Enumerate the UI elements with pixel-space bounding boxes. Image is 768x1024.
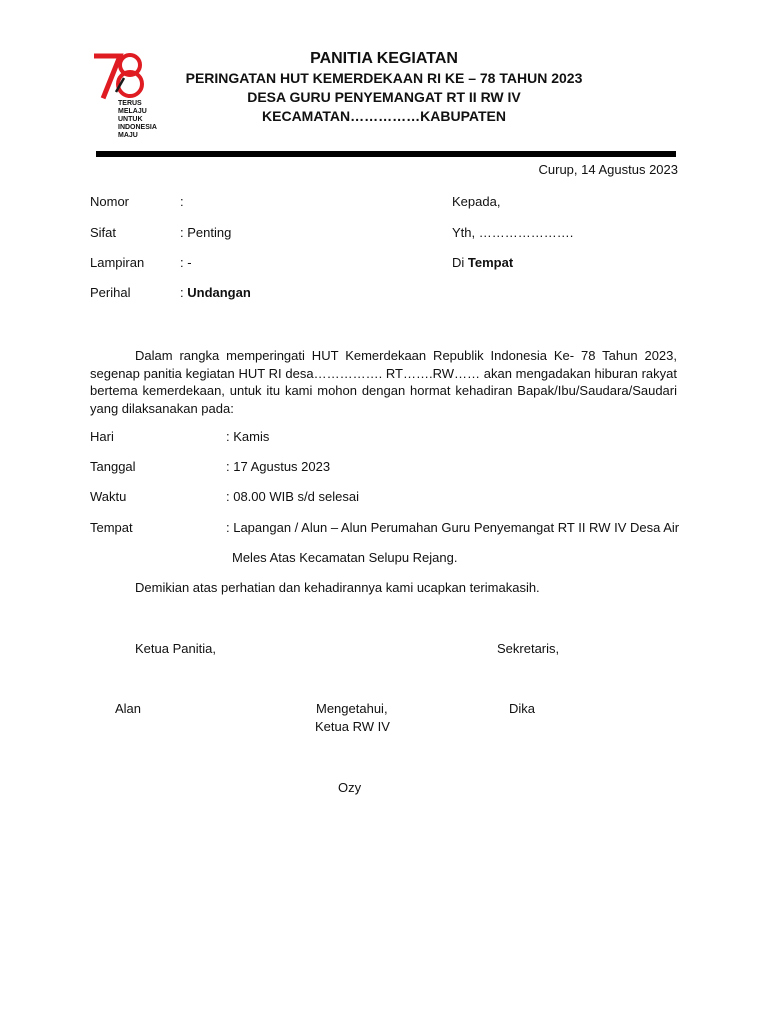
meta-value-lampiran: : -	[180, 255, 192, 270]
letter-date: Curup, 14 Agustus 2023	[538, 162, 678, 177]
perihal-colon: :	[180, 285, 188, 300]
letterhead-line-4: KECAMATAN……………KABUPATEN	[262, 108, 506, 124]
meta-label-lampiran: Lampiran	[90, 255, 145, 270]
meta-value-perihal	[180, 285, 251, 300]
event-label-tempat: Tempat	[90, 520, 133, 535]
event-value-tanggal: : 17 Agustus 2023	[226, 459, 331, 474]
signature-name-ketua-rw: Ozy	[338, 780, 362, 795]
signature-name-sekretaris: Dika	[509, 701, 536, 716]
logo-line: TERUS	[118, 100, 142, 107]
logo-line: UNTUK	[118, 116, 143, 123]
event-label-waktu: Waktu	[90, 489, 127, 504]
signature-title-ketua: Ketua Panitia,	[135, 641, 216, 656]
signature-title-sekretaris: Sekretaris,	[497, 641, 560, 656]
meta-value-sifat: : Penting	[180, 225, 232, 240]
event-value-hari: : Kamis	[226, 429, 270, 444]
letterhead-line-3: DESA GURU PENYEMANGAT RT II RW IV	[247, 89, 521, 105]
body-paragraph	[90, 347, 677, 417]
recipient-yth: Yth, ………………….	[452, 225, 574, 240]
recipient-place	[452, 255, 513, 270]
logo-78-mark	[94, 48, 150, 104]
event-value-tempat: : Lapangan / Alun – Alun Perumahan Guru Penyemangat RT II RW IV Desa Air	[226, 520, 680, 535]
recipient-place-bold: Tempat	[467, 255, 514, 270]
logo-line: MAJU	[118, 132, 138, 139]
body-paragraph-text: Dalam rangka memperingati HUT Kemerdekaan Republik Indonesia Ke- 78 Tahun 2023, segenap panitia kegiatan HUT RI desa……………. RT…….RW…… akan mengadakan hiburan rakyat bertema kemerdekaan, untuk itu kami mohon dengan hormat kehadiran Bapak/Ibu/Saudara/Saudari yang dilaksanakan pada:	[90, 348, 677, 416]
meta-label-nomor: Nomor	[90, 194, 130, 209]
meta-label-sifat: Sifat	[90, 225, 117, 240]
logo-tagline	[118, 100, 157, 140]
signature-title-ketua-rw: Ketua RW IV	[315, 719, 390, 734]
closing-sentence: Demikian atas perhatian dan kehadirannya kami ucapkan terimakasih.	[135, 580, 540, 595]
event-value-tempat-cont: Meles Atas Kecamatan Selupu Rejang.	[232, 550, 458, 565]
event-value-waktu: : 08.00 WIB s/d selesai	[226, 489, 359, 504]
event-label-hari: Hari	[90, 429, 114, 444]
logo-line: INDONESIA	[118, 124, 157, 131]
logo-line: MELAJU	[118, 108, 147, 115]
letterhead-line-2: PERINGATAN HUT KEMERDEKAAN RI KE – 78 TAHUN 2023	[185, 70, 583, 86]
perihal-subject: Undangan	[187, 285, 251, 300]
recipient-place-prefix: Di	[452, 255, 468, 270]
recipient-kepada: Kepada,	[452, 194, 501, 209]
letterhead-divider	[96, 151, 676, 157]
letterhead-title: PANITIA KEGIATAN	[310, 50, 458, 67]
signature-name-ketua: Alan	[115, 701, 142, 716]
meta-label-perihal: Perihal	[90, 285, 131, 300]
hut-ri-78-logo	[94, 48, 174, 158]
event-label-tanggal: Tanggal	[90, 459, 136, 474]
signature-title-mengetahui: Mengetahui,	[316, 701, 388, 716]
meta-value-nomor: :	[180, 194, 184, 209]
